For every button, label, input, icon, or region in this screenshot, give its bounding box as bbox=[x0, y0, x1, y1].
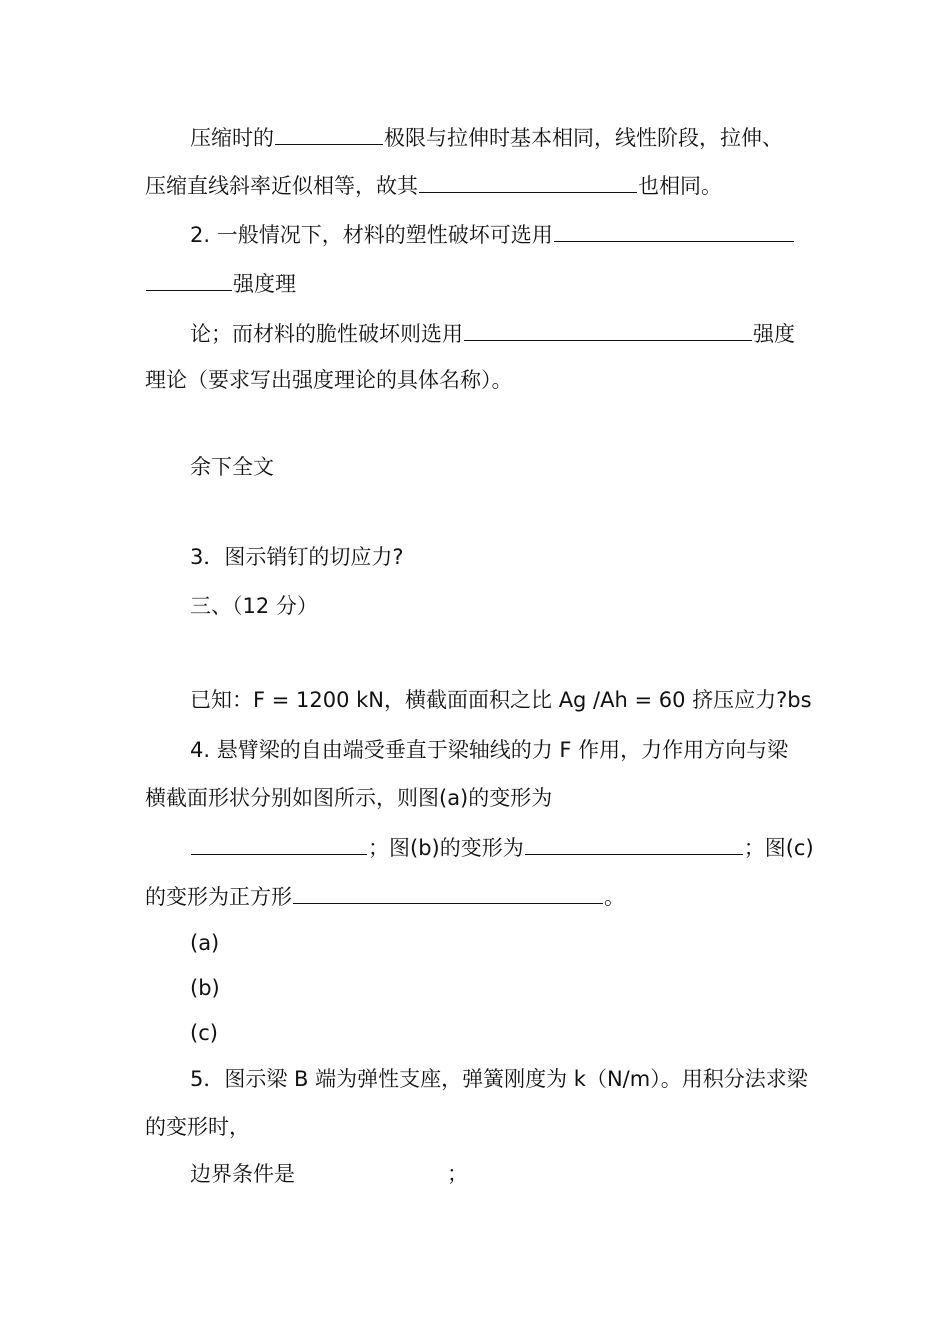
q2-text-c: 论；而材料的脆性破坏则选用 bbox=[190, 322, 463, 346]
q5-text-b: ； bbox=[447, 1162, 468, 1186]
q2-line-4 bbox=[145, 366, 513, 394]
fill-blank bbox=[191, 832, 367, 855]
fill-blank bbox=[146, 268, 232, 291]
more-text: 余下全文 bbox=[190, 455, 274, 479]
q4-text-e: 的变形为正方形 bbox=[145, 885, 292, 909]
q4-line-3 bbox=[190, 832, 814, 862]
q2-text-e: 理论（要求写出强度理论的具体名称）。 bbox=[145, 368, 513, 392]
q2-text-a: 2. 一般情况下，材料的塑性破坏可选用 bbox=[190, 223, 553, 247]
q2-text-d: 强度 bbox=[753, 322, 795, 346]
q4-text-f: 。 bbox=[604, 885, 625, 909]
q4-line-4 bbox=[145, 881, 625, 911]
figure-label-b: (b) bbox=[190, 976, 220, 1000]
q1-text-d: 也相同。 bbox=[638, 174, 722, 198]
fill-blank bbox=[464, 318, 752, 341]
q5-line-2: 的变形时， bbox=[145, 1115, 250, 1139]
q3-line-1: 3．图示销钉的切应力? bbox=[190, 545, 404, 569]
q5-text-a: 边界条件是 bbox=[190, 1162, 295, 1186]
fill-blank bbox=[554, 219, 794, 242]
q1-text-a: 压缩时的 bbox=[190, 126, 274, 150]
fill-blank bbox=[275, 122, 383, 145]
q2-text-b: 强度理 bbox=[233, 272, 296, 296]
q2-line-2 bbox=[145, 268, 296, 298]
q1-text-b: 极限与拉伸时基本相同，线性阶段，拉伸、 bbox=[384, 126, 783, 150]
q3-given: 已知：F = 1200 kN，横截面面积之比 Ag /Ah = 60 挤压应力?bs bbox=[190, 688, 812, 712]
fill-blank bbox=[525, 832, 743, 855]
q5-line-3 bbox=[190, 1160, 468, 1188]
q4-text-d: ；图(c) bbox=[743, 836, 814, 860]
q4-line-1: 4. 悬臂梁的自由端受垂直于梁轴线的力 F 作用，力作用方向与梁 bbox=[190, 738, 789, 762]
q4-text-b: ；图(b)的变形为 bbox=[368, 836, 524, 860]
q1-line-2 bbox=[145, 170, 722, 200]
fill-blank bbox=[419, 170, 637, 193]
section-heading: 三、（12 分） bbox=[190, 594, 318, 618]
q1-text-c: 压缩直线斜率近似相等，故其 bbox=[145, 174, 418, 198]
figure-label-a: (a) bbox=[190, 931, 220, 955]
q2-line-3 bbox=[190, 318, 795, 348]
q5-line-1: 5．图示梁 B 端为弹性支座，弹簧刚度为 k（N/m）。用积分法求梁 bbox=[190, 1067, 808, 1091]
q4-line-2: 横截面形状分别如图所示，则图(a)的变形为 bbox=[145, 786, 553, 810]
q2-line-1 bbox=[190, 219, 795, 249]
fill-blank bbox=[293, 881, 603, 904]
q1-line-1 bbox=[190, 122, 783, 152]
figure-label-c: (c) bbox=[190, 1021, 218, 1045]
